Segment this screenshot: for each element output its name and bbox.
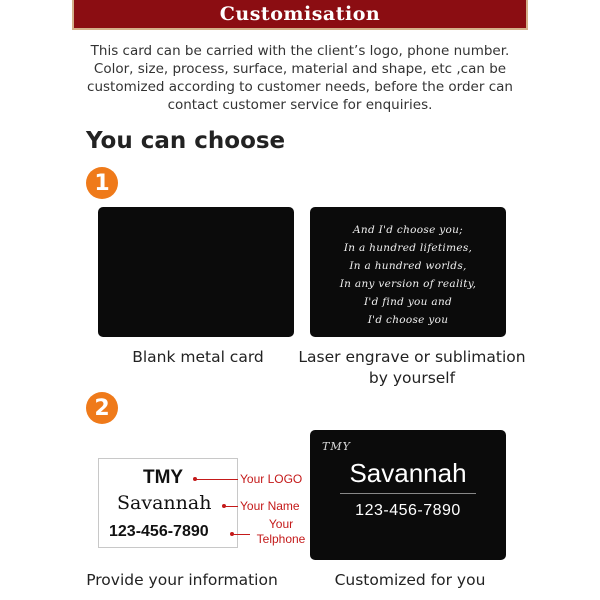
- intro-line: Color, size, process, surface, material and shape, etc ,can be: [93, 61, 507, 77]
- engraved-card-image: [310, 207, 506, 337]
- blank-card-caption: Blank metal card: [132, 348, 264, 366]
- telephone-label-line: Your: [268, 517, 294, 531]
- engraved-poem: [310, 221, 506, 329]
- card-logo-text: TMY: [322, 440, 351, 453]
- poem-line: I'd find you and: [363, 296, 453, 308]
- poem-line: I'd choose you: [367, 314, 449, 326]
- poem-line: In any version of reality,: [339, 278, 477, 290]
- customized-card-image: [310, 430, 506, 560]
- pointer-line-phone: [232, 534, 250, 535]
- card-name-text: Savannah: [349, 458, 467, 488]
- blank-metal-card-image: [98, 207, 294, 337]
- info-name-text: Savannah: [117, 492, 212, 514]
- step-2-badge: 2: [86, 392, 118, 424]
- intro-line: customized according to customer needs, before the order can: [87, 79, 513, 95]
- intro-line: contact customer service for enquiries.: [167, 97, 433, 113]
- info-sample-box: [98, 458, 238, 548]
- intro-line: This card can be carried with the client’s logo, phone number.: [90, 43, 510, 59]
- your-name-label: Your Name: [240, 499, 300, 513]
- choose-heading: You can choose: [86, 128, 286, 154]
- engrave-caption-line: by yourself: [368, 369, 456, 387]
- telephone-label-line: Telphone: [256, 532, 306, 546]
- info-logo-text: TMY: [143, 467, 184, 488]
- info-phone-text: 123-456-7890: [109, 523, 209, 540]
- customized-caption: Customized for you: [334, 571, 486, 589]
- engrave-caption-line: Laser engrave or sublimation: [298, 348, 526, 366]
- intro-text: [40, 42, 560, 114]
- engrave-caption: [292, 347, 532, 389]
- poem-line: In a hundred lifetimes,: [343, 242, 473, 254]
- section-banner: [72, 0, 528, 30]
- poem-line: And I'd choose you;: [353, 224, 463, 236]
- your-logo-label: Your LOGO: [240, 472, 303, 486]
- card-divider: [340, 493, 476, 494]
- step-1-badge: 1: [86, 167, 118, 199]
- card-phone-text: 123-456-7890: [355, 502, 461, 519]
- provide-info-caption: Provide your information: [86, 571, 278, 589]
- pointer-line-name: [224, 506, 238, 507]
- pointer-line-logo: [195, 479, 238, 480]
- banner-title: Customisation: [219, 3, 381, 25]
- poem-line: In a hundred worlds,: [349, 260, 467, 272]
- your-telephone-label: [252, 517, 310, 547]
